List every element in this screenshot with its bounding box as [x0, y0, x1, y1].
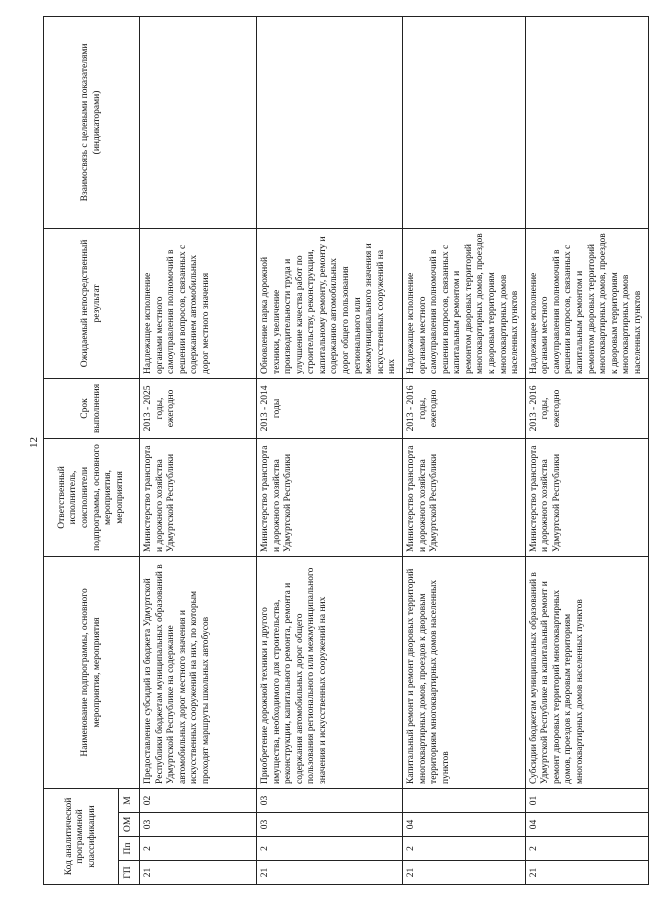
table-row [525, 16, 648, 884]
cell-m: 03 [257, 788, 403, 812]
cell-name: Субсидии бюджетам муниципальных образований в Удмуртской Республике на капитальный ремонт и ремонт дворовых территорий многоквартирных домов, проездов к дворовым территориям многоквартирных домов населенных пунктов [525, 556, 648, 788]
cell-pp: 2 [525, 837, 648, 861]
header-pp: Пп [119, 837, 140, 861]
cell-term: 2013 - 2016 годы, ежегодно [402, 378, 525, 438]
header-code-group: Код аналитической программной классификации [44, 788, 119, 884]
cell-pp: 2 [402, 837, 525, 861]
cell-responsible: Министерство транспорта и дорожного хозяйства Удмуртской Республики [525, 438, 648, 556]
cell-result: Надлежащее исполнение органами местного самоуправления полномочий в решении вопросов, связанных с капитальным ремонтом и ремонтом дворовых территорий многоквартирных домов, проездов к дворовым территориям многоквартирных домов населенных пунктов [402, 228, 525, 378]
cell-result: Надлежащее исполнение органами местного самоуправления полномочий в решении вопросов, связанных с капитальным ремонтом и ремонтом дворовых территорий многоквартирных домов, проездов к дворовым территориям многоквартирных домов населенных пунктов [525, 228, 648, 378]
cell-name: Капитальный ремонт и ремонт дворовых территорий многоквартирных домов, проездов к дворовым территориям многоквартирных домов населенных пунктов [402, 556, 525, 788]
program-table [43, 16, 649, 885]
cell-m: 02 [140, 788, 257, 812]
cell-gp: 21 [140, 861, 257, 885]
table-row [257, 16, 403, 884]
cell-om: 04 [525, 813, 648, 837]
cell-result: Надлежащее исполнение органами местного самоуправления полномочий в решении вопросов, связанных с содержанием автомобильных дорог местного значения [140, 228, 257, 378]
cell-relation [525, 16, 648, 228]
cell-pp: 2 [140, 837, 257, 861]
cell-pp: 2 [257, 837, 403, 861]
table-row [140, 16, 257, 884]
cell-term: 2013 - 2014 годы [257, 378, 403, 438]
cell-relation [140, 16, 257, 228]
cell-responsible: Министерство транспорта и дорожного хозяйства Удмуртской Республики [402, 438, 525, 556]
cell-term: 2013 - 2016 годы, ежегодно [525, 378, 648, 438]
cell-responsible: Министерство транспорта и дорожного хозяйства Удмуртской Республики [140, 438, 257, 556]
cell-term: 2013 - 2025 годы, ежегодно [140, 378, 257, 438]
cell-responsible: Министерство транспорта и дорожного хозяйства Удмуртской Республики [257, 438, 403, 556]
header-name: Наименование подпрограммы, основного мероприятия, мероприятия [44, 556, 140, 788]
header-result: Ожидаемый непосредственный результат [44, 228, 140, 378]
cell-name: Предоставление субсидий из бюджета Удмуртской Республики бюджетам муниципальных образований в Удмуртской Республике на содержание автомобильных дорог местного значения и искусственных сооружений на них, по которым проходят маршруты школьных автобусов [140, 556, 257, 788]
cell-gp: 21 [257, 861, 403, 885]
cell-relation [257, 16, 403, 228]
cell-name: Приобретение дорожной техники и другого имущества, необходимого для строительства, реконструкции, капитального ремонта, ремонта и содержания автомобильных дорог общего пользования регионального или межмуниципального значения и искусственных сооружений на них [257, 556, 403, 788]
cell-om: 03 [257, 813, 403, 837]
header-responsible: Ответственный исполнитель, соисполнители подпрограммы, основного мероприятия, мероприятия [44, 438, 140, 556]
table-row [402, 16, 525, 884]
rotated-table-wrapper [43, 17, 643, 885]
cell-gp: 21 [525, 861, 648, 885]
cell-relation [402, 16, 525, 228]
cell-om: 04 [402, 813, 525, 837]
header-relation: Взаимосвязь с целевыми показателями (индикаторами) [44, 16, 140, 228]
header-m: М [119, 788, 140, 812]
cell-m: 01 [525, 788, 648, 812]
header-om: ОМ [119, 813, 140, 837]
page-number: 12 [28, 437, 40, 448]
cell-m [402, 788, 525, 812]
cell-om: 03 [140, 813, 257, 837]
header-gp: ГП [119, 861, 140, 885]
cell-result: Обновление парка дорожной техники, увеличение производительности труда и улучшение качества работ по строительству, реконструкции, капитальному ремонту, ремонту и содержанию автомобильных дорог общего пользования регионального или межмуниципального значения и искусственных сооружений на них [257, 228, 403, 378]
cell-gp: 21 [402, 861, 525, 885]
header-term: Срок выполнения [44, 378, 140, 438]
